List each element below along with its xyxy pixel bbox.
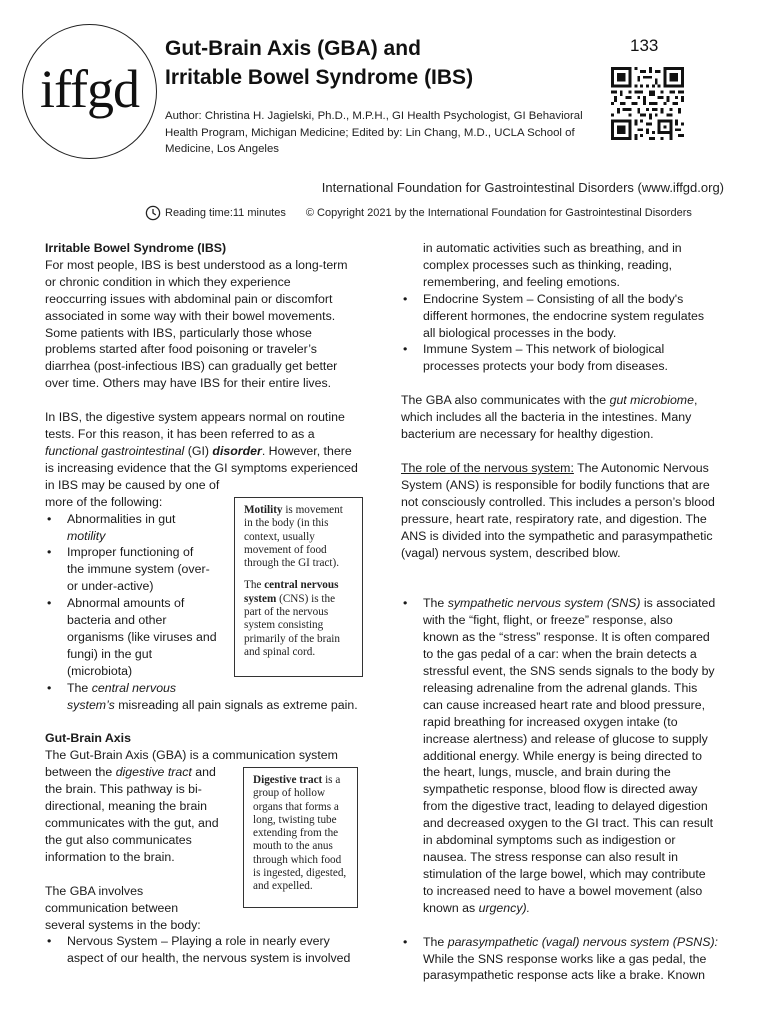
clock-icon — [145, 205, 161, 221]
gba-systems-list-continued — [401, 291, 723, 376]
cns-term: central nervous system — [244, 579, 339, 605]
text-line: rapid breathing for increased oxygen intake (to — [423, 714, 678, 729]
text-line: bacterium are necessary for healthy digestion. — [401, 427, 654, 442]
gba-systems-list — [45, 933, 375, 967]
text-span: The — [244, 579, 265, 592]
digestive-tract-definition-box — [243, 767, 358, 908]
iffgd-logo — [22, 24, 157, 159]
text-line: complex processes such as thinking, reading, — [423, 257, 673, 272]
text-span: The GBA also communicates with the — [401, 393, 610, 408]
text-span: The — [423, 934, 448, 949]
list-item — [45, 933, 375, 967]
gut-microbiome-term: gut microbiome — [609, 393, 694, 408]
text-line: the immune system (over- — [67, 562, 210, 577]
ibs-heading: Irritable Bowel Syndrome (IBS) — [45, 241, 227, 255]
text-line — [401, 460, 723, 477]
text-line: communication between — [45, 900, 179, 915]
text-line: remembering, and feeling emotions. — [423, 274, 620, 289]
text-line: diarrhea (post-infectious IBS) can gradually get better — [45, 359, 338, 374]
text-line: increase alertness) and release of glucose to supply — [423, 731, 708, 746]
text-span: is movement in the body (in this context, usually movement of food through the GI tract). — [244, 504, 343, 570]
text-line: releasing adrenaline from the adrenal glands. This — [423, 680, 698, 695]
cns-definition — [244, 579, 353, 659]
text-line: known as the “stress” response. It is often compared — [423, 630, 710, 645]
text-line: different hormones, the endocrine system regulates — [423, 308, 705, 323]
text-line: from the digestive tract, leading to delayed digestion — [423, 799, 708, 814]
text-line: communicates with the gut, and — [45, 816, 219, 830]
text-line: problems started after food poisoning or traveler’s — [45, 342, 317, 357]
microbiome-paragraph — [401, 392, 723, 443]
text-line: • Abnormal amounts of — [67, 596, 185, 611]
text-line — [67, 697, 375, 714]
reading-time: Reading time:11 minutes — [165, 207, 286, 219]
text-line: The GBA involves — [45, 883, 144, 898]
text-line: more of the following: — [45, 494, 163, 509]
urgency-term: urgency). — [478, 900, 531, 915]
text-line: or under-active) — [67, 579, 154, 594]
nervous-system-continuation — [401, 240, 723, 291]
text-line: the brain. This pathway is bi- — [45, 782, 202, 797]
text-line — [423, 900, 723, 917]
text-span: misreading all pain signals as extreme pain. — [114, 697, 358, 712]
ibs-intro-paragraph — [45, 257, 375, 392]
text-line: over time. Others may have IBS for their entire lives. — [45, 376, 332, 391]
digestive-tract-term: digestive tract — [115, 765, 192, 780]
text-line: motility — [67, 528, 106, 543]
foundation-line: International Foundation for Gastrointestinal Disorders (www.iffgd.org) — [321, 180, 724, 195]
reading-info-row — [145, 205, 692, 221]
text-line: pressure, heart rate, respiratory rate, and digestion. The — [401, 511, 707, 526]
text-line — [67, 680, 375, 697]
text-line — [45, 443, 375, 460]
text-line: several systems in the body: — [45, 917, 201, 932]
text-line: the gut also communicates — [45, 832, 192, 847]
text-line — [423, 934, 723, 951]
list-item — [401, 934, 723, 985]
text-line: While the SNS response works like a gas pedal, the — [423, 951, 707, 966]
copyright-notice: © Copyright 2021 by the International Foundation for Gastrointestinal Disorders — [305, 207, 692, 219]
text-line: For most people, IBS is best understood as a long-term — [45, 257, 348, 272]
right-column — [401, 240, 723, 984]
text-span: known as — [423, 900, 479, 915]
digestive-tract-term: Digestive tract — [253, 774, 323, 786]
text-line: stimulation of the large bowel, which may contribute — [423, 866, 706, 881]
text-line: System (ANS) is responsible for bodily functions that are — [401, 477, 710, 492]
text-span: . However, there — [261, 443, 352, 458]
text-line: associated in some way with their bowel movements. — [45, 308, 336, 323]
text-span: between the — [45, 765, 116, 780]
text-line: • Abnormalities in gut — [67, 511, 176, 526]
text-line: parasympathetic response acts like a brake. Known — [423, 968, 705, 983]
text-line: which includes all the bacteria in the intestines. Many — [401, 410, 692, 425]
text-line: processes protects your body from diseases. — [423, 359, 668, 374]
text-span: is a group of hollow organs that forms a long, twisting tube extending from the mouth to the anus through which food is ingested, digested, and expelled. — [253, 774, 347, 893]
text-line: sympathetic response, blood flow is directed away — [423, 782, 698, 797]
text-line: (vagal) nervous system, described blow. — [401, 545, 621, 560]
text-line: Some patients with IBS, particularly those whose — [45, 325, 312, 340]
author-line-1: Author: Christina H. Jagielski, Ph.D., M.P.H., GI Health Psychologist, GI Behavioral — [165, 110, 583, 122]
text-line: in abdominal symptoms such as indigestion or — [423, 833, 676, 848]
text-line: all biological processes in the body. — [423, 325, 617, 340]
text-line: • Immune System – This network of biological — [423, 342, 665, 357]
text-line: • Improper functioning of — [67, 545, 194, 560]
text-span: , — [693, 393, 698, 408]
text-span: is associated — [640, 596, 716, 611]
text-line: in automatic activities such as breathing, and in — [423, 241, 682, 255]
text-line: (microbiota) — [67, 663, 133, 678]
motility-definition — [244, 504, 353, 570]
list-item — [401, 341, 723, 375]
title-line-2: Irritable Bowel Syndrome (IBS) — [165, 66, 474, 89]
text-line: to increased need to have a bowel movement (also — [423, 883, 703, 898]
text-line: nausea. The stress response can also result in — [423, 850, 679, 864]
nervous-system-paragraph — [401, 460, 723, 561]
text-line: tests. For this reason, it has been referred to as a — [45, 427, 315, 442]
text-line: can cause increased heart rate and blood pressure, — [423, 697, 706, 712]
text-line: directional, meaning the brain — [45, 799, 207, 814]
text-span: The Autonomic Nervous — [573, 460, 709, 475]
text-span: (CNS) is the part of the nervous system consisting primarily of the brain and spinal cord. — [244, 592, 340, 658]
text-span: The — [423, 596, 448, 611]
ibs-functional-paragraph — [45, 409, 375, 510]
list-item — [45, 680, 375, 714]
gba-heading: Gut-Brain Axis — [45, 731, 131, 746]
text-line: stressful event, the SNS sends signals to the body by — [423, 664, 715, 679]
document-number: 133 — [630, 36, 659, 55]
functional-gi-term: functional gastrointestinal — [45, 443, 185, 458]
text-line: reoccurring issues with abdominal pain or discomfort — [45, 291, 333, 306]
nervous-system-heading: The role of the nervous system: — [401, 460, 574, 475]
logo-text: iffgd — [40, 59, 139, 119]
motility-definition-box — [234, 497, 363, 677]
cns-term: central nervous — [91, 680, 177, 695]
text-line: is increasing evidence that the GI symptoms experienced — [45, 460, 358, 475]
text-line: information to the brain. — [45, 849, 175, 864]
text-line: organisms (like viruses and — [67, 629, 217, 644]
text-line: the heart, lungs, muscle, and brain during the — [423, 765, 671, 780]
list-item — [401, 291, 723, 342]
text-line: in IBS may be caused by one of — [45, 477, 220, 492]
text-line: fungi) in the gut — [67, 646, 153, 661]
disorder-term: disorder — [212, 443, 262, 458]
digestive-tract-definition — [253, 774, 348, 894]
text-line: ANS is divided into the sympathetic and parasympathetic — [401, 528, 713, 543]
ans-divisions-list — [401, 595, 723, 984]
title-line-1: Gut-Brain Axis (GBA) and — [165, 37, 421, 60]
text-line: additional energy. While energy is being directed to — [423, 748, 703, 763]
document-title — [165, 34, 473, 92]
text-line: or chronic condition in which they experience — [45, 274, 291, 289]
text-line: • Nervous System – Playing a role in nearly every — [67, 934, 330, 949]
text-line: with the “fight, flight, or freeze” response, also — [423, 613, 673, 628]
qr-code[interactable] — [611, 67, 684, 140]
text-line — [423, 595, 723, 612]
list-item — [401, 595, 723, 916]
text-line: • Endocrine System – Consisting of all the body's — [423, 291, 684, 306]
sns-term: sympathetic nervous system (SNS) — [447, 596, 641, 611]
text-line: In IBS, the digestive system appears normal on routine — [45, 410, 345, 425]
author-line-2: Health Program, Michigan Medicine; Edited by: Lin Chang, M.D., UCLA School of — [165, 126, 575, 139]
text-line: The Gut-Brain Axis (GBA) is a communication system — [45, 748, 338, 763]
text-line — [401, 392, 723, 409]
motility-term: Motility — [244, 504, 283, 516]
cns-term: system’s — [67, 697, 115, 712]
author-credits — [165, 108, 595, 158]
text-line: aspect of our health, the nervous system is involved — [67, 951, 351, 966]
text-line: to the gas pedal of a car: when the brain detects a — [423, 647, 697, 662]
text-span: and — [191, 765, 216, 780]
text-span: (GI) — [184, 443, 213, 458]
author-line-3: Medicine, Los Angeles — [165, 143, 279, 155]
text-line: and decreased oxygen to the GI tract. This can result — [423, 816, 714, 831]
text-span: The — [67, 680, 92, 695]
text-line: not consciously controlled. This includes a person’s blood — [401, 494, 715, 509]
psns-term: parasympathetic (vagal) nervous system (PSNS): — [447, 934, 718, 949]
text-line: bacteria and other — [67, 613, 167, 628]
